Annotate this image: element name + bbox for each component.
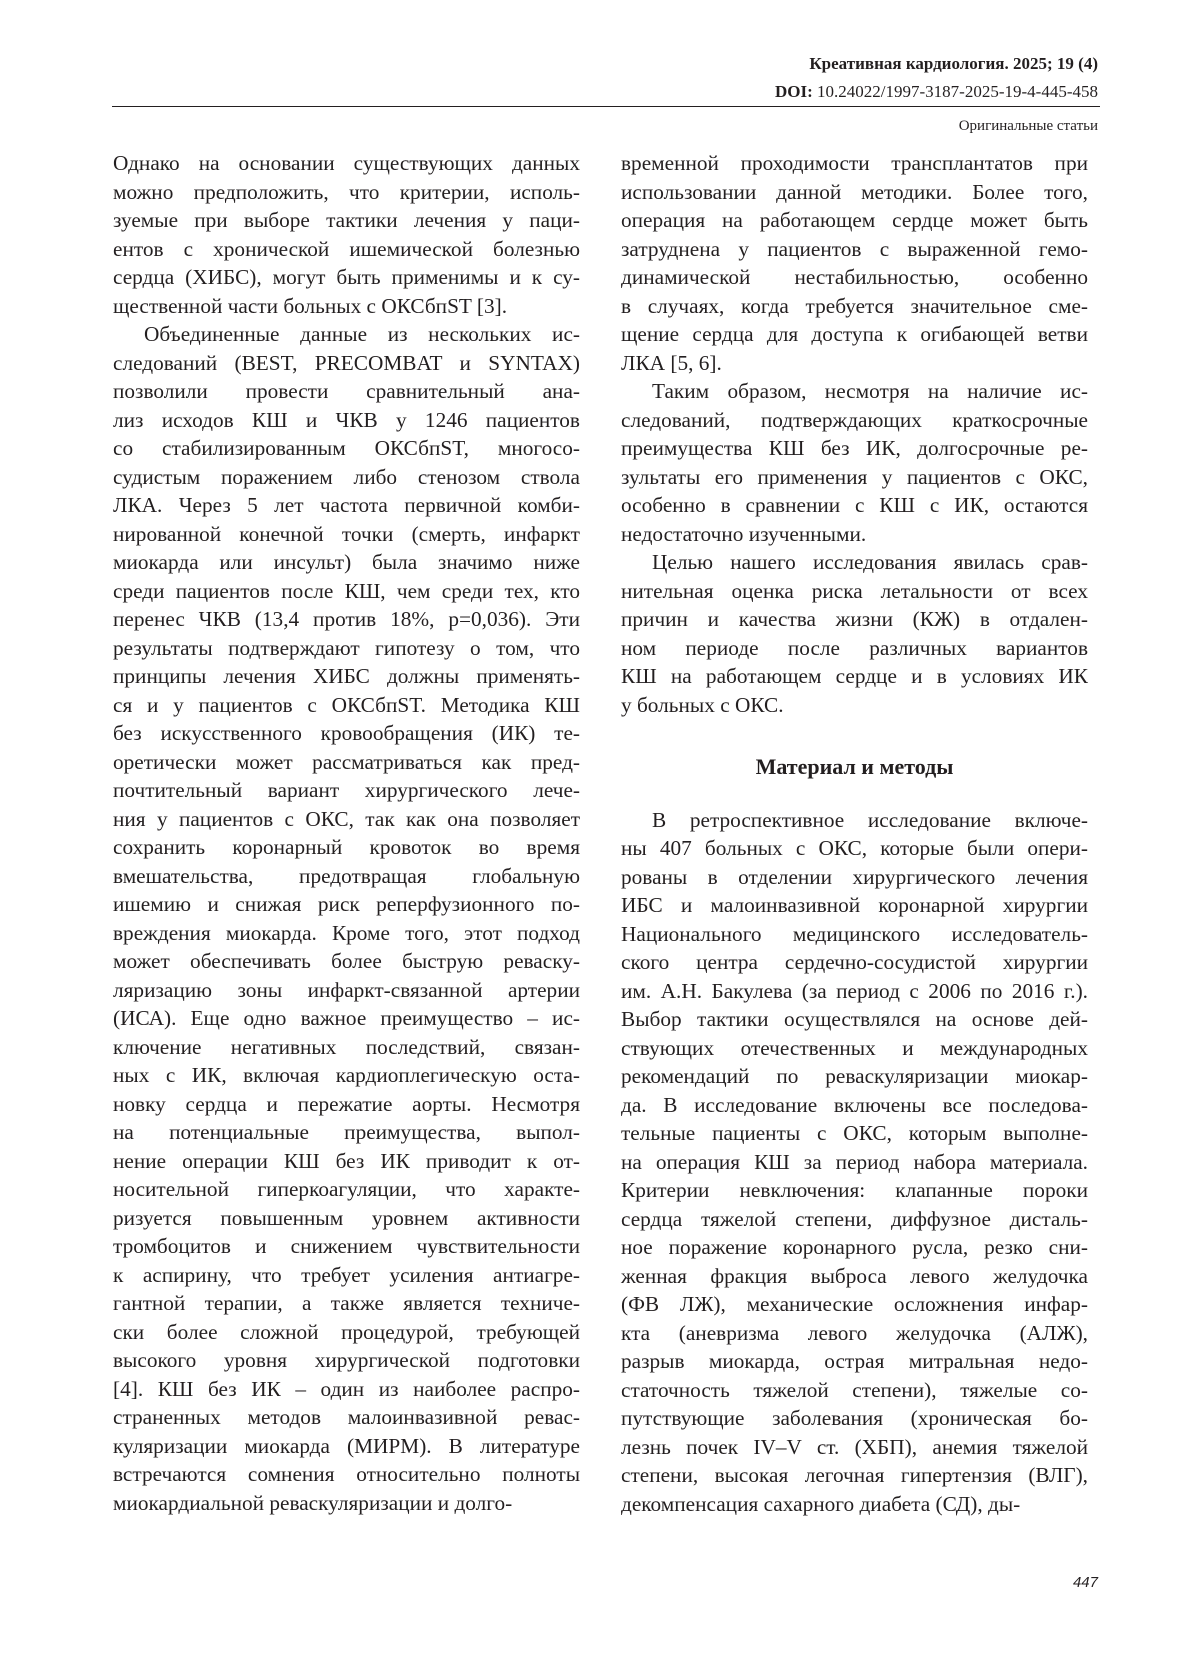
text-line: сохранить коронарный кровоток во время (113, 835, 580, 859)
text-line: вмешательства, предотвращая глобальную (113, 863, 580, 888)
text-line: Выбор тактики осуществлялся на основе дей- (621, 1007, 1088, 1031)
text-line: Объединенные данные из нескольких ис- (144, 322, 580, 346)
text-line: динамической нестабильностью, особенно (621, 265, 1088, 289)
text-line: следований (BEST, PRECOMBAT и SYNTAX) (113, 350, 580, 375)
text-line: ное поражение коронарного русла, резко сни- (621, 1235, 1088, 1259)
text-line: может обеспечивать более быструю реваску- (113, 949, 580, 973)
paragraph (113, 149, 580, 320)
text-line: В ретроспективное исследование включе- (652, 807, 1088, 832)
running-header (775, 50, 1098, 106)
section-label: Оригинальные статьи (958, 118, 1098, 134)
text-line: ключение негативных последствий, связан- (113, 1034, 580, 1059)
text-line: вреждения миокарда. Кроме того, этот подход (113, 920, 580, 945)
text-line: Целью нашего исследования явилась срав- (652, 550, 1088, 574)
text-line: следований, подтверждающих краткосрочные (621, 407, 1088, 432)
page-number: 447 (1072, 1574, 1098, 1591)
text-line: женная фракция выброса левого желудочка (621, 1263, 1088, 1288)
text-line: разрыв миокарда, острая митральная недо- (621, 1349, 1088, 1373)
text-line: статочность тяжелой степени), тяжелые со- (621, 1377, 1088, 1402)
text-line: (ИСА). Еще одно важное преимущество – ис- (113, 1006, 580, 1030)
paragraph (113, 320, 580, 1517)
text-line: рованы в отделении хирургического лечения (621, 864, 1088, 889)
text-line: нительная оценка риска летальности от всех (621, 578, 1088, 603)
paragraph (621, 806, 1088, 1519)
text-line: тромбоцитов и снижением чувствительности (113, 1234, 580, 1258)
text-line: судистым поражением либо стенозом ствола (113, 464, 580, 489)
text-line: можно предположить, что критерии, исполь- (113, 179, 580, 204)
text-line: результаты подтверждают гипотезу о том, что (113, 635, 580, 660)
text-line: зуемые при выборе тактики лечения у паци- (113, 208, 580, 232)
text-line: позволили провести сравнительный ана- (113, 379, 580, 403)
text-line: куляризации миокарда (МИРМ). В литературе (113, 1433, 580, 1458)
text-line: щественной части больных с ОКСбпST [3]. (113, 293, 508, 318)
text-line: высокого уровня хирургической подготовки (113, 1348, 580, 1372)
text-line: со стабилизированным ОКСбпST, многосо- (113, 436, 580, 460)
text-line: особенно в сравнении с КШ с ИК, остаются (621, 493, 1088, 517)
text-line: перенес ЧКВ (13,4 против 18%, p=0,036). Эти (113, 607, 580, 631)
journal-title: Креативная кардиология. 2025; 19 (4) (809, 54, 1098, 73)
text-line: оретически может рассматриваться как пред- (113, 749, 580, 774)
left-column (113, 149, 580, 1517)
right-column (621, 149, 1088, 1518)
text-line: ЛКА [5, 6]. (621, 350, 722, 375)
text-line: новку сердца и пережатие аорты. Несмотря (113, 1091, 580, 1116)
text-line: рекомендаций по реваскуляризации миокар- (621, 1064, 1088, 1088)
text-line: лиз исходов КШ и ЧКВ у 1246 пациентов (113, 407, 580, 432)
text-line: им. А.Н. Бакулева (за период с 2006 по 2016 г.). (621, 978, 1088, 1003)
text-line: миокардиальной реваскуляризации и долго- (113, 1490, 513, 1515)
text-line: на потенциальные преимущества, выпол- (113, 1120, 580, 1144)
text-line: тельные пациенты с ОКС, которым выполне- (621, 1121, 1088, 1145)
text-line: Таким образом, несмотря на наличие ис- (652, 379, 1088, 403)
text-line: да. В исследование включены все последова- (621, 1092, 1088, 1117)
text-line: без искусственного кровообращения (ИК) те- (113, 721, 580, 745)
text-line: сердца тяжелой степени, диффузное дисталь- (621, 1206, 1088, 1231)
text-line: зультаты его применения у пациентов с ОКС, (621, 464, 1088, 489)
doi-line (775, 78, 1098, 106)
text-line: ризуется повышенным уровнем активности (113, 1205, 580, 1230)
text-line: среди пациентов после КШ, чем среди тех, кто (113, 578, 580, 603)
text-line: ных с ИК, включая кардиоплегическую оста- (113, 1063, 580, 1087)
text-line: ского центра сердечно-сосудистой хирургии (621, 950, 1088, 974)
text-line: носительной гиперкоагуляции, что характе- (113, 1177, 580, 1201)
text-line: ном периоде после различных вариантов (621, 635, 1088, 660)
text-line: кта (аневризма левого желудочка (АЛЖ), (621, 1320, 1088, 1345)
doi-value[interactable]: 10.24022/1997-3187-2025-19-4-445-458 (812, 82, 1098, 101)
text-line: Критерии невключения: клапанные пороки (621, 1178, 1088, 1202)
text-line: ляризацию зоны инфаркт-связанной артерии (113, 977, 580, 1002)
text-line: ишемию и снижая риск реперфузионного по- (113, 892, 580, 916)
text-line: у больных с ОКС. (621, 692, 784, 717)
text-line: КШ на работающем сердце и в условиях ИК (621, 664, 1088, 688)
text-line: ски более сложной процедурой, требующей (113, 1319, 580, 1344)
doi-label: DOI: (775, 82, 813, 101)
paragraph (621, 149, 1088, 377)
text-line: степени, высокая легочная гипертензия (ВЛГ), (621, 1463, 1088, 1487)
text-line: путствующие заболевания (хроническая бо- (621, 1406, 1088, 1430)
text-line: ствующих отечественных и международных (621, 1035, 1088, 1060)
text-line: ны 407 больных с ОКС, которые были опери- (621, 836, 1088, 860)
text-line: ЛКА. Через 5 лет частота первичной комби- (113, 493, 580, 517)
paragraph (621, 377, 1088, 548)
text-line: нение операции КШ без ИК приводит к от- (113, 1148, 580, 1173)
text-line: использовании данной методики. Более того, (621, 179, 1088, 204)
paragraph (621, 548, 1088, 719)
text-line: преимущества КШ без ИК, долгосрочные ре- (621, 436, 1088, 460)
text-line: затруднена у пациентов с выраженной гемо- (621, 236, 1088, 261)
text-line: почтительный вариант хирургического лече- (113, 778, 580, 802)
text-line: ния у пациентов с ОКС, так как она позволяет (113, 806, 580, 831)
text-line: Однако на основании существующих данных (113, 151, 580, 175)
text-line: в случаях, когда требуется значительное сме- (621, 293, 1088, 318)
text-line: встречаются сомнения относительно полноты (113, 1462, 580, 1486)
text-line: [4]. КШ без ИК – один из наиболее распро- (113, 1376, 580, 1401)
text-line: причин и качества жизни (КЖ) в отдален- (621, 607, 1088, 631)
text-line: (ФВ ЛЖ), механические осложнения инфар- (621, 1292, 1088, 1316)
right-column-intro (621, 149, 1088, 719)
right-column-methods (621, 806, 1088, 1519)
text-line: гантной терапии, а также является техниче- (113, 1291, 580, 1315)
text-line: принципы лечения ХИБС должны применять- (113, 664, 580, 688)
text-line: сердца (ХИБС), могут быть применимы и к су- (113, 265, 580, 289)
text-line: ся и у пациентов с ОКСбпST. Методика КШ (113, 692, 580, 717)
text-line: ентов с хронической ишемической болезнью (113, 236, 580, 261)
text-line: недостаточно изученными. (621, 521, 867, 546)
text-line: операция на работающем сердце может быть (621, 208, 1088, 232)
text-line: Национального медицинского исследователь- (621, 921, 1088, 946)
text-line: к аспирину, что требует усиления антиагре- (113, 1262, 580, 1287)
text-line: ИБС и малоинвазивной коронарной хирургии (621, 893, 1088, 917)
text-line: лезнь почек IV–V ст. (ХБП), анемия тяжелой (621, 1434, 1088, 1459)
header-divider (112, 106, 1100, 107)
text-line: декомпенсация сахарного диабета (СД), ды- (621, 1491, 1021, 1516)
text-line: временной проходимости трансплантатов при (621, 151, 1088, 175)
text-line: на операция КШ за период набора материала. (621, 1149, 1088, 1174)
text-line: страненных методов малоинвазивной ревас- (113, 1405, 580, 1429)
text-line: нированной конечной точки (смерть, инфаркт (113, 521, 580, 546)
text-line: миокарда или инсульт) была значимо ниже (113, 550, 580, 574)
text-line: щение сердца для доступа к огибающей ветви (621, 322, 1088, 346)
section-heading-materials-methods: Материал и методы (755, 754, 954, 779)
